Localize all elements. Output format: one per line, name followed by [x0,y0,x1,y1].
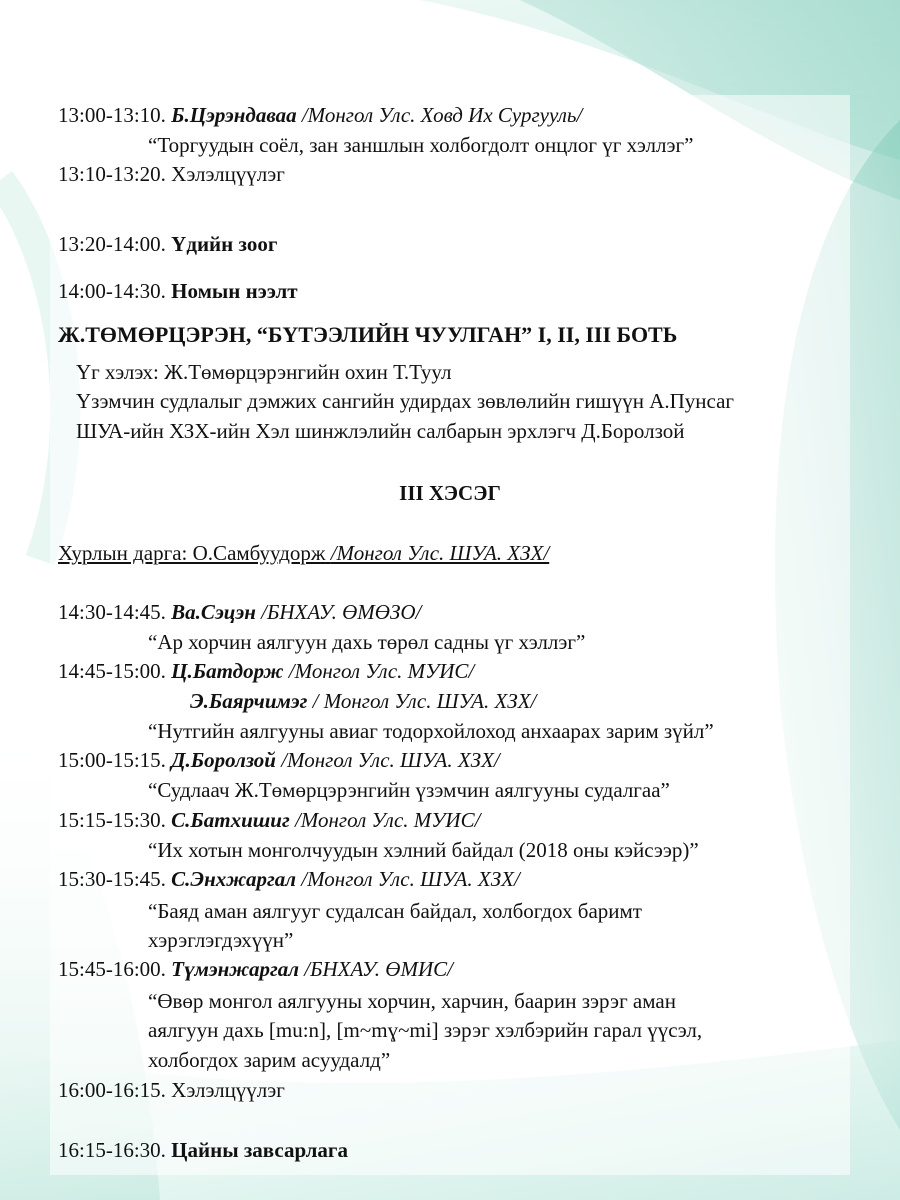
speaker-affiliation: /Монгол Улс. МУИС/ [288,659,475,683]
speaker-name: Ц.Батдорж [171,659,284,683]
speaker-name: Д.Боролзой [171,748,276,772]
talk-row [58,745,500,775]
chair-affiliation: /Монгол Улс. ШУА. ХЗХ/ [330,541,550,565]
discussion-label: Хэлэлцүүлэг [171,1078,285,1102]
time: 13:20-14:00. [58,232,166,256]
talk-title: “Өвөр монгол аялгууны хорчин, харчин, баарин зэрэг аман [148,989,676,1013]
book-launch-line: Үзэмчин судлалыг дэмжих сангийн удирдах зөвлөлийн гишүүн А.Пунсаг [76,389,735,413]
time: 15:00-15:15. [58,748,166,772]
time: 15:30-15:45. [58,867,166,891]
book-launch-time [58,276,298,306]
talk-title: “Торгуудын соёл, зан заншлын холбогдолт онцлог үг хэллэг” [148,133,694,157]
chair-label: Хурлын дарга: О.Самбуудорж [58,541,326,565]
speaker-affiliation: /Монгол Улс. Ховд Их Сургууль/ [301,103,583,127]
speaker-name: Ва.Сэцэн [171,600,256,624]
tea-break-label: Цайны завсарлага [171,1138,348,1162]
speaker-name: С.Энхжаргал [171,867,297,891]
talk-row [58,954,453,984]
speaker-affiliation: / Монгол Улс. ШУА. ХЗХ/ [312,689,537,713]
time: 16:00-16:15. [58,1078,166,1102]
talk-title: “Ар хорчин аялгуун дахь төрөл садны үг хэллэг” [148,630,586,654]
session-chair [58,538,549,568]
speaker-affiliation: /Монгол Улс. ШУА. ХЗХ/ [281,748,500,772]
lunch-label: Үдийн зоог [171,232,278,256]
talk-title: хэрэглэгдэхүүн” [148,928,294,952]
talk-row [58,597,421,627]
time: 14:30-14:45. [58,600,166,624]
talk-title: холбогдох зарим асуудалд” [148,1048,391,1072]
speaker-affiliation: /БНХАУ. ӨМӨЗО/ [261,600,422,624]
speaker-name: Түмэнжаргал [171,957,300,981]
time: 16:15-16:30. [58,1138,166,1162]
lunch [58,229,277,259]
time: 15:15-15:30. [58,808,166,832]
time: 14:45-15:00. [58,659,166,683]
tea-break [58,1135,348,1165]
time: 15:45-16:00. [58,957,166,981]
book-launch-label: Номын нээлт [171,279,298,303]
part3-heading: III ХЭСЭГ [399,481,501,505]
time: 13:10-13:20. [58,162,166,186]
talk-title: “Их хотын монголчуудын хэлний байдал (2018 оны кэйсээр)” [148,838,699,862]
discussion-label: Хэлэлцүүлэг [171,162,285,186]
book-launch-line: ШУА-ийн ХЗХ-ийн Хэл шинжлэлийн салбарын эрхлэгч Д.Боролзой [76,419,685,443]
talk-1300 [58,100,582,130]
time: 14:00-14:30. [58,279,166,303]
talk-row [58,805,480,835]
book-launch-line: Үг хэлэх: Ж.Төмөрцэрэнгийн охин Т.Туул [76,360,452,384]
talk-title: аялгуун дахь [mu:n], [m~mɣ~mi] зэрэг хэлбэрийн гарал үүсэл, [148,1018,703,1042]
speaker-name: Э.Баярчимэг [190,689,308,713]
book-launch-title: Ж.ТӨМӨРЦЭРЭН, “БҮТЭЭЛИЙН ЧУУЛГАН” I, II, III БОТЬ [58,322,678,347]
talk-row [58,864,520,894]
speaker-name: Б.Цэрэндаваа [171,103,297,127]
time: 13:00-13:10. [58,103,166,127]
discussion-1600 [58,1075,285,1105]
speaker-affiliation: /Монгол Улс. ШУА. ХЗХ/ [301,867,520,891]
talk-row [58,656,474,686]
speaker-name: С.Батхишиг [171,808,290,832]
talk-title: “Нутгийн аялгууны авиаг тодорхойлоход анхаарах зарим зүйл” [148,719,714,743]
co-speaker [190,686,536,716]
talk-title: “Судлаач Ж.Төмөрцэрэнгийн үзэмчин аялгууны судалгаа” [148,778,670,802]
discussion-1310 [58,159,285,189]
speaker-affiliation: /Монгол Улс. МУИС/ [294,808,481,832]
talk-title: “Баяд аман аялгууг судалсан байдал, холбогдох баримт [148,899,642,923]
speaker-affiliation: /БНХАУ. ӨМИС/ [304,957,453,981]
